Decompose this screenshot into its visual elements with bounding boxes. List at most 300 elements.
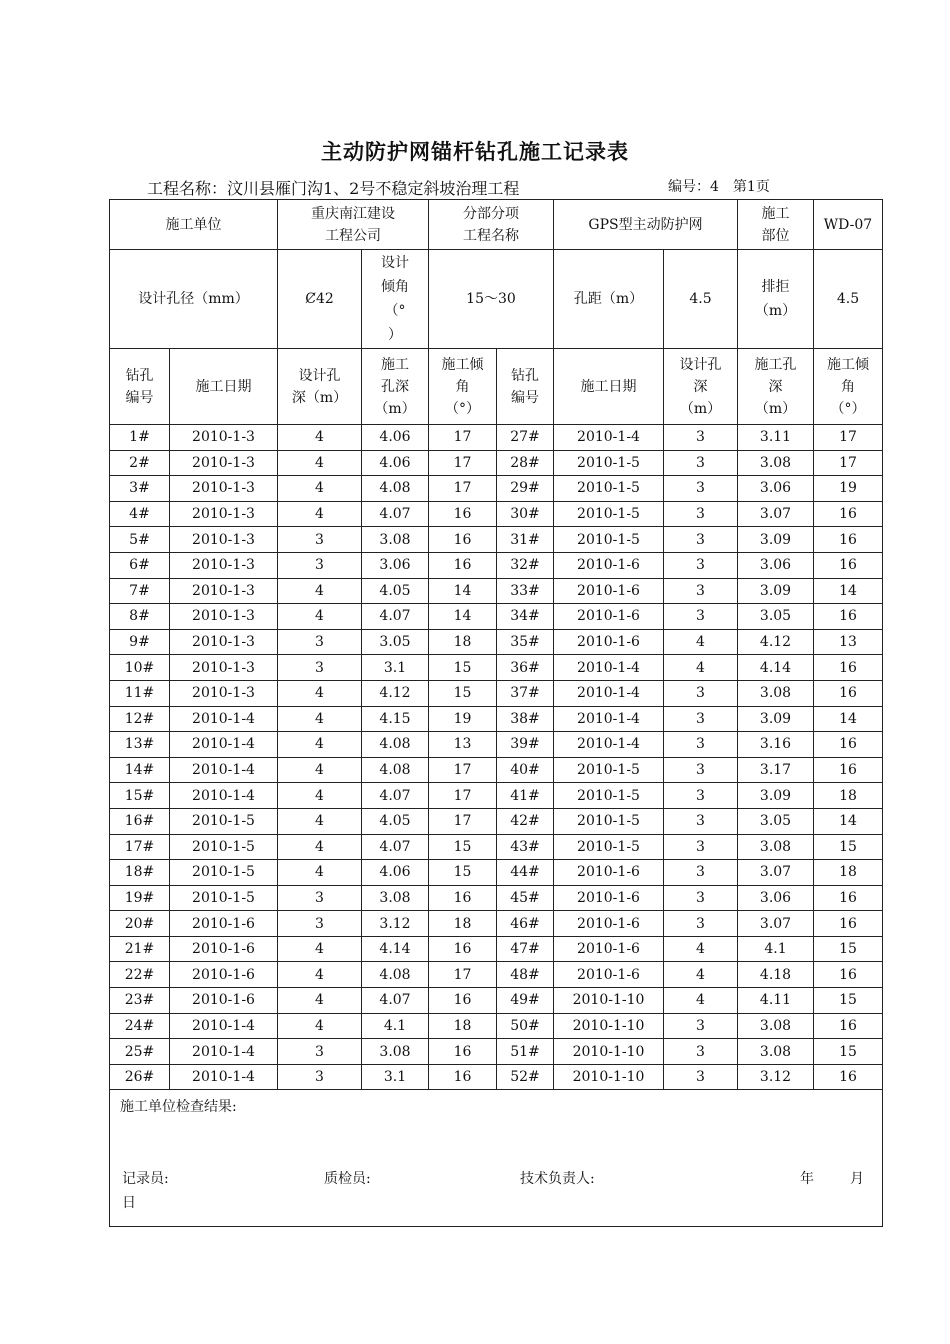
cell-date: 2010-1-3 xyxy=(170,578,278,604)
cell-actual-depth-2: 3.08 xyxy=(738,450,814,476)
cell-actual-angle-2: 16 xyxy=(814,501,883,527)
cell-actual-depth-2: 3.08 xyxy=(738,1039,814,1065)
cell-design-depth-2: 3 xyxy=(664,450,738,476)
cell-actual-angle: 17 xyxy=(429,808,497,834)
cell-design-depth: 3 xyxy=(278,1064,362,1090)
cell-date-2: 2010-1-5 xyxy=(554,834,664,860)
cell-actual-angle-2: 16 xyxy=(814,527,883,553)
cell-date: 2010-1-3 xyxy=(170,655,278,681)
table-row xyxy=(110,655,883,681)
cell-hole-no-2: 33# xyxy=(497,578,554,604)
cell-line: 深 xyxy=(768,378,783,395)
cell-design-depth-2: 4 xyxy=(664,655,738,681)
cell-design-depth-2: 3 xyxy=(664,552,738,578)
table-row xyxy=(110,783,883,809)
cell-actual-angle-2: 18 xyxy=(814,783,883,809)
cell-line: 施工 xyxy=(761,205,790,222)
cell-date-2: 2010-1-5 xyxy=(554,783,664,809)
cell-actual-depth-2: 3.11 xyxy=(738,425,814,451)
cell-actual-angle-2: 16 xyxy=(814,680,883,706)
document-title: 主动防护网锚杆钻孔施工记录表 xyxy=(321,139,629,164)
col-actual-angle xyxy=(429,349,497,425)
cell-design-depth: 4 xyxy=(278,808,362,834)
cell-hole-no-2: 30# xyxy=(497,501,554,527)
cell-date: 2010-1-3 xyxy=(170,476,278,502)
cell-hole-no-2: 37# xyxy=(497,680,554,706)
cell-actual-depth: 4.07 xyxy=(362,834,429,860)
cell-actual-angle: 17 xyxy=(429,476,497,502)
cell-date: 2010-1-3 xyxy=(170,450,278,476)
cell-actual-depth-2: 3.09 xyxy=(738,527,814,553)
month-label: 月 xyxy=(850,1171,864,1188)
table-row xyxy=(110,425,883,451)
subproject-label xyxy=(429,200,554,250)
cell-date: 2010-1-4 xyxy=(170,1013,278,1039)
cell-date-2: 2010-1-10 xyxy=(554,1039,664,1065)
cell-actual-depth: 4.06 xyxy=(362,425,429,451)
table-row xyxy=(110,834,883,860)
recorder-label: 记录员: xyxy=(122,1171,169,1188)
cell-design-depth-2: 3 xyxy=(664,757,738,783)
cell-actual-depth-2: 3.09 xyxy=(738,706,814,732)
cell-hole-no-2: 48# xyxy=(497,962,554,988)
cell-actual-angle: 14 xyxy=(429,604,497,630)
cell-design-depth-2: 3 xyxy=(664,1064,738,1090)
cell-actual-angle-2: 18 xyxy=(814,860,883,886)
cell-actual-angle-2: 17 xyxy=(814,425,883,451)
cell-date-2: 2010-1-10 xyxy=(554,1064,664,1090)
cell-actual-angle: 16 xyxy=(429,501,497,527)
cell-hole-no-2: 46# xyxy=(497,911,554,937)
cell-hole-no-2: 44# xyxy=(497,860,554,886)
table-row xyxy=(110,1039,883,1065)
cell-hole-no-2: 31# xyxy=(497,527,554,553)
cell-hole-no: 15# xyxy=(110,783,170,809)
cell-design-depth: 4 xyxy=(278,988,362,1014)
col-date-2: 施工日期 xyxy=(554,349,664,425)
cell-actual-depth-2: 3.07 xyxy=(738,911,814,937)
cell-actual-depth-2: 3.16 xyxy=(738,732,814,758)
cell-hole-no-2: 51# xyxy=(497,1039,554,1065)
cell-date-2: 2010-1-5 xyxy=(554,450,664,476)
cell-actual-angle: 17 xyxy=(429,425,497,451)
cell-design-depth: 4 xyxy=(278,450,362,476)
subproject-value: GPS型主动防护网 xyxy=(554,200,738,250)
col-actual-depth xyxy=(362,349,429,425)
table-row xyxy=(110,629,883,655)
cell-design-depth: 4 xyxy=(278,936,362,962)
cell-date: 2010-1-6 xyxy=(170,936,278,962)
cell-actual-depth: 4.15 xyxy=(362,706,429,732)
cell-actual-depth: 4.08 xyxy=(362,732,429,758)
table-row xyxy=(110,1064,883,1090)
cell-line: 编号 xyxy=(125,389,154,406)
cell-actual-depth: 4.08 xyxy=(362,476,429,502)
cell-line: 倾角 xyxy=(381,279,409,295)
cell-line: （m） xyxy=(374,400,416,417)
part-label xyxy=(738,200,814,250)
cell-actual-angle-2: 16 xyxy=(814,604,883,630)
cell-actual-depth: 4.07 xyxy=(362,783,429,809)
day-label: 日 xyxy=(122,1195,136,1212)
cell-date-2: 2010-1-4 xyxy=(554,680,664,706)
cell-hole-no: 14# xyxy=(110,757,170,783)
cell-design-depth: 3 xyxy=(278,655,362,681)
cell-design-depth: 4 xyxy=(278,834,362,860)
cell-actual-depth-2: 3.08 xyxy=(738,680,814,706)
cell-line: 施工孔 xyxy=(754,356,797,373)
table-row xyxy=(110,885,883,911)
cell-design-depth: 4 xyxy=(278,680,362,706)
cell-actual-angle: 17 xyxy=(429,757,497,783)
cell-date-2: 2010-1-6 xyxy=(554,936,664,962)
cell-actual-angle-2: 16 xyxy=(814,885,883,911)
cell-hole-no-2: 45# xyxy=(497,885,554,911)
cell-date-2: 2010-1-6 xyxy=(554,629,664,655)
cell-actual-depth: 3.08 xyxy=(362,885,429,911)
cell-date-2: 2010-1-5 xyxy=(554,757,664,783)
cell-design-depth: 4 xyxy=(278,604,362,630)
header-row-design xyxy=(110,250,883,349)
cell-line: ） xyxy=(388,327,402,343)
cell-actual-depth: 3.12 xyxy=(362,911,429,937)
cell-actual-angle: 17 xyxy=(429,962,497,988)
cell-date-2: 2010-1-5 xyxy=(554,501,664,527)
angle-label xyxy=(362,250,429,349)
cell-hole-no: 6# xyxy=(110,552,170,578)
col-design-depth-2 xyxy=(664,349,738,425)
cell-date: 2010-1-3 xyxy=(170,425,278,451)
cell-date-2: 2010-1-6 xyxy=(554,860,664,886)
unit-label: 施工单位 xyxy=(110,200,278,250)
cell-actual-depth-2: 4.12 xyxy=(738,629,814,655)
cell-actual-depth: 3.08 xyxy=(362,1039,429,1065)
col-date: 施工日期 xyxy=(170,349,278,425)
cell-actual-angle-2: 16 xyxy=(814,911,883,937)
cell-line: 角 xyxy=(841,378,856,395)
cell-design-depth: 4 xyxy=(278,501,362,527)
cell-date-2: 2010-1-10 xyxy=(554,1013,664,1039)
col-actual-angle-2 xyxy=(814,349,883,425)
angle-value: 15～30 xyxy=(429,250,554,349)
column-header-row xyxy=(110,349,883,425)
table-row xyxy=(110,962,883,988)
cell-hole-no-2: 36# xyxy=(497,655,554,681)
cell-actual-angle-2: 16 xyxy=(814,552,883,578)
cell-line: （m） xyxy=(679,400,722,417)
cell-actual-angle-2: 14 xyxy=(814,706,883,732)
cell-actual-angle-2: 15 xyxy=(814,1039,883,1065)
cell-hole-no-2: 41# xyxy=(497,783,554,809)
cell-actual-angle: 15 xyxy=(429,860,497,886)
check-result-label: 施工单位检查结果: xyxy=(120,1099,237,1116)
cell-date: 2010-1-4 xyxy=(170,1064,278,1090)
cell-actual-depth: 4.12 xyxy=(362,680,429,706)
cell-hole-no-2: 29# xyxy=(497,476,554,502)
cell-design-depth-2: 3 xyxy=(664,604,738,630)
cell-hole-no-2: 49# xyxy=(497,988,554,1014)
cell-design-depth-2: 4 xyxy=(664,988,738,1014)
cell-line: 重庆南江建设 xyxy=(311,205,395,222)
footer-cell xyxy=(110,1090,883,1227)
cell-actual-depth: 4.07 xyxy=(362,604,429,630)
cell-hole-no: 16# xyxy=(110,808,170,834)
unit-value xyxy=(278,200,429,250)
cell-line: 深（m） xyxy=(291,389,348,406)
cell-hole-no-2: 42# xyxy=(497,808,554,834)
code-and-page xyxy=(668,176,784,196)
cell-date-2: 2010-1-4 xyxy=(554,655,664,681)
cell-date-2: 2010-1-4 xyxy=(554,706,664,732)
cell-line: 钻孔 xyxy=(125,367,154,384)
cell-actual-angle-2: 14 xyxy=(814,578,883,604)
cell-design-depth-2: 3 xyxy=(664,732,738,758)
cell-hole-no: 9# xyxy=(110,629,170,655)
cell-actual-angle: 16 xyxy=(429,936,497,962)
cell-date: 2010-1-3 xyxy=(170,527,278,553)
cell-line: 设计孔 xyxy=(679,356,722,373)
cell-actual-depth-2: 3.06 xyxy=(738,476,814,502)
col-hole-no-2 xyxy=(497,349,554,425)
table-row xyxy=(110,527,883,553)
cell-design-depth-2: 4 xyxy=(664,629,738,655)
cell-actual-angle-2: 16 xyxy=(814,1013,883,1039)
part-value: WD-07 xyxy=(814,200,883,250)
header-row-unit xyxy=(110,200,883,250)
cell-hole-no-2: 38# xyxy=(497,706,554,732)
table-row xyxy=(110,936,883,962)
cell-design-depth-2: 3 xyxy=(664,911,738,937)
cell-line: 设计 xyxy=(381,255,409,271)
cell-design-depth-2: 3 xyxy=(664,527,738,553)
table-row xyxy=(110,604,883,630)
cell-date-2: 2010-1-6 xyxy=(554,911,664,937)
cell-actual-angle-2: 16 xyxy=(814,732,883,758)
cell-actual-depth: 4.06 xyxy=(362,860,429,886)
cell-date: 2010-1-4 xyxy=(170,783,278,809)
cell-design-depth-2: 3 xyxy=(664,834,738,860)
cell-actual-angle-2: 16 xyxy=(814,962,883,988)
cell-actual-depth-2: 3.05 xyxy=(738,808,814,834)
table-row xyxy=(110,988,883,1014)
table-row xyxy=(110,476,883,502)
spacing-label: 孔距（m） xyxy=(554,250,664,349)
table-row xyxy=(110,501,883,527)
cell-hole-no: 20# xyxy=(110,911,170,937)
footer-row xyxy=(110,1090,883,1227)
cell-hole-no-2: 50# xyxy=(497,1013,554,1039)
cell-date-2: 2010-1-5 xyxy=(554,808,664,834)
cell-actual-depth-2: 4.14 xyxy=(738,655,814,681)
table-row xyxy=(110,808,883,834)
cell-actual-depth: 4.05 xyxy=(362,578,429,604)
cell-hole-no: 1# xyxy=(110,425,170,451)
cell-date: 2010-1-3 xyxy=(170,604,278,630)
drilling-record-table xyxy=(109,199,883,1227)
cell-actual-depth-2: 3.05 xyxy=(738,604,814,630)
cell-hole-no: 8# xyxy=(110,604,170,630)
cell-hole-no: 3# xyxy=(110,476,170,502)
cell-hole-no: 5# xyxy=(110,527,170,553)
cell-actual-depth-2: 3.12 xyxy=(738,1064,814,1090)
cell-date-2: 2010-1-4 xyxy=(554,425,664,451)
cell-hole-no: 19# xyxy=(110,885,170,911)
cell-actual-depth: 4.08 xyxy=(362,962,429,988)
cell-line: 编号 xyxy=(511,389,539,406)
cell-hole-no: 4# xyxy=(110,501,170,527)
cell-date: 2010-1-5 xyxy=(170,834,278,860)
table-row xyxy=(110,578,883,604)
cell-actual-angle-2: 17 xyxy=(814,450,883,476)
cell-design-depth-2: 4 xyxy=(664,962,738,988)
cell-date-2: 2010-1-6 xyxy=(554,578,664,604)
cell-date: 2010-1-4 xyxy=(170,757,278,783)
cell-line: 分部分项 xyxy=(463,205,519,222)
cell-line: 深 xyxy=(693,378,708,395)
cell-actual-angle: 16 xyxy=(429,885,497,911)
cell-actual-angle-2: 19 xyxy=(814,476,883,502)
cell-line: 部位 xyxy=(761,227,790,244)
cell-design-depth: 4 xyxy=(278,783,362,809)
cell-actual-angle: 16 xyxy=(429,1064,497,1090)
cell-hole-no-2: 43# xyxy=(497,834,554,860)
cell-line: （m） xyxy=(754,303,797,319)
cell-hole-no-2: 28# xyxy=(497,450,554,476)
col-hole-no xyxy=(110,349,170,425)
cell-actual-depth: 4.07 xyxy=(362,988,429,1014)
cell-date-2: 2010-1-6 xyxy=(554,962,664,988)
cell-actual-angle-2: 15 xyxy=(814,988,883,1014)
cell-actual-angle-2: 14 xyxy=(814,808,883,834)
cell-actual-angle-2: 13 xyxy=(814,629,883,655)
cell-actual-angle: 14 xyxy=(429,578,497,604)
cell-design-depth: 4 xyxy=(278,962,362,988)
year-label: 年 xyxy=(800,1171,814,1188)
cell-line: 工程名称 xyxy=(463,227,519,244)
record-code: 编号：4 xyxy=(668,179,719,195)
cell-line: 施工倾 xyxy=(441,356,484,373)
cell-hole-no: 21# xyxy=(110,936,170,962)
cell-hole-no-2: 47# xyxy=(497,936,554,962)
inspector-label: 质检员: xyxy=(324,1171,371,1188)
table-row xyxy=(110,450,883,476)
cell-line: 钻孔 xyxy=(511,367,539,384)
cell-design-depth-2: 3 xyxy=(664,476,738,502)
cell-hole-no-2: 27# xyxy=(497,425,554,451)
cell-date: 2010-1-5 xyxy=(170,808,278,834)
cell-design-depth: 3 xyxy=(278,1039,362,1065)
cell-line: （m） xyxy=(754,400,797,417)
cell-actual-angle-2: 15 xyxy=(814,936,883,962)
cell-actual-depth-2: 4.1 xyxy=(738,936,814,962)
cell-design-depth-2: 3 xyxy=(664,808,738,834)
row-spacing-value: 4.5 xyxy=(814,250,883,349)
cell-actual-angle: 15 xyxy=(429,834,497,860)
cell-actual-depth-2: 3.08 xyxy=(738,834,814,860)
table-row xyxy=(110,1013,883,1039)
cell-line: 孔深 xyxy=(381,378,409,395)
cell-hole-no-2: 39# xyxy=(497,732,554,758)
cell-hole-no: 25# xyxy=(110,1039,170,1065)
cell-date-2: 2010-1-5 xyxy=(554,476,664,502)
cell-design-depth: 3 xyxy=(278,885,362,911)
cell-design-depth-2: 3 xyxy=(664,706,738,732)
cell-design-depth-2: 3 xyxy=(664,578,738,604)
cell-actual-depth: 4.08 xyxy=(362,757,429,783)
diameter-label: 设计孔径（mm） xyxy=(110,250,278,349)
cell-design-depth: 4 xyxy=(278,476,362,502)
cell-date: 2010-1-6 xyxy=(170,911,278,937)
cell-actual-depth: 4.14 xyxy=(362,936,429,962)
cell-design-depth-2: 3 xyxy=(664,783,738,809)
cell-date: 2010-1-3 xyxy=(170,629,278,655)
cell-design-depth-2: 3 xyxy=(664,885,738,911)
cell-date: 2010-1-4 xyxy=(170,706,278,732)
cell-design-depth-2: 3 xyxy=(664,680,738,706)
cell-actual-angle-2: 16 xyxy=(814,1064,883,1090)
cell-hole-no: 22# xyxy=(110,962,170,988)
table-row xyxy=(110,552,883,578)
cell-design-depth: 4 xyxy=(278,757,362,783)
col-design-depth xyxy=(278,349,362,425)
cell-actual-angle: 19 xyxy=(429,706,497,732)
cell-actual-angle: 13 xyxy=(429,732,497,758)
table-row xyxy=(110,680,883,706)
cell-hole-no: 24# xyxy=(110,1013,170,1039)
cell-actual-depth: 4.1 xyxy=(362,1013,429,1039)
cell-hole-no: 26# xyxy=(110,1064,170,1090)
cell-design-depth-2: 3 xyxy=(664,425,738,451)
cell-date: 2010-1-3 xyxy=(170,501,278,527)
col-actual-depth-2 xyxy=(738,349,814,425)
cell-actual-angle-2: 15 xyxy=(814,834,883,860)
cell-date: 2010-1-3 xyxy=(170,552,278,578)
cell-design-depth: 4 xyxy=(278,425,362,451)
cell-hole-no: 18# xyxy=(110,860,170,886)
cell-hole-no: 13# xyxy=(110,732,170,758)
cell-hole-no: 10# xyxy=(110,655,170,681)
row-spacing-label xyxy=(738,250,814,349)
cell-actual-depth-2: 3.06 xyxy=(738,885,814,911)
tech-lead-label: 技术负责人: xyxy=(520,1171,595,1188)
cell-design-depth: 3 xyxy=(278,911,362,937)
cell-hole-no: 7# xyxy=(110,578,170,604)
cell-actual-depth-2: 3.08 xyxy=(738,1013,814,1039)
cell-hole-no-2: 35# xyxy=(497,629,554,655)
cell-design-depth-2: 3 xyxy=(664,860,738,886)
table-row xyxy=(110,706,883,732)
cell-date-2: 2010-1-4 xyxy=(554,732,664,758)
cell-actual-depth: 4.06 xyxy=(362,450,429,476)
cell-hole-no: 2# xyxy=(110,450,170,476)
cell-design-depth: 3 xyxy=(278,552,362,578)
cell-actual-angle: 16 xyxy=(429,552,497,578)
cell-hole-no-2: 32# xyxy=(497,552,554,578)
cell-hole-no: 11# xyxy=(110,680,170,706)
cell-hole-no-2: 34# xyxy=(497,604,554,630)
cell-design-depth-2: 3 xyxy=(664,1039,738,1065)
table-row xyxy=(110,732,883,758)
cell-date: 2010-1-3 xyxy=(170,680,278,706)
cell-actual-angle: 16 xyxy=(429,527,497,553)
cell-actual-angle: 16 xyxy=(429,1039,497,1065)
cell-hole-no-2: 52# xyxy=(497,1064,554,1090)
diameter-value: Ȼ42 xyxy=(278,250,362,349)
cell-date: 2010-1-6 xyxy=(170,962,278,988)
cell-hole-no-2: 40# xyxy=(497,757,554,783)
cell-actual-angle-2: 16 xyxy=(814,655,883,681)
cell-actual-depth: 3.08 xyxy=(362,527,429,553)
